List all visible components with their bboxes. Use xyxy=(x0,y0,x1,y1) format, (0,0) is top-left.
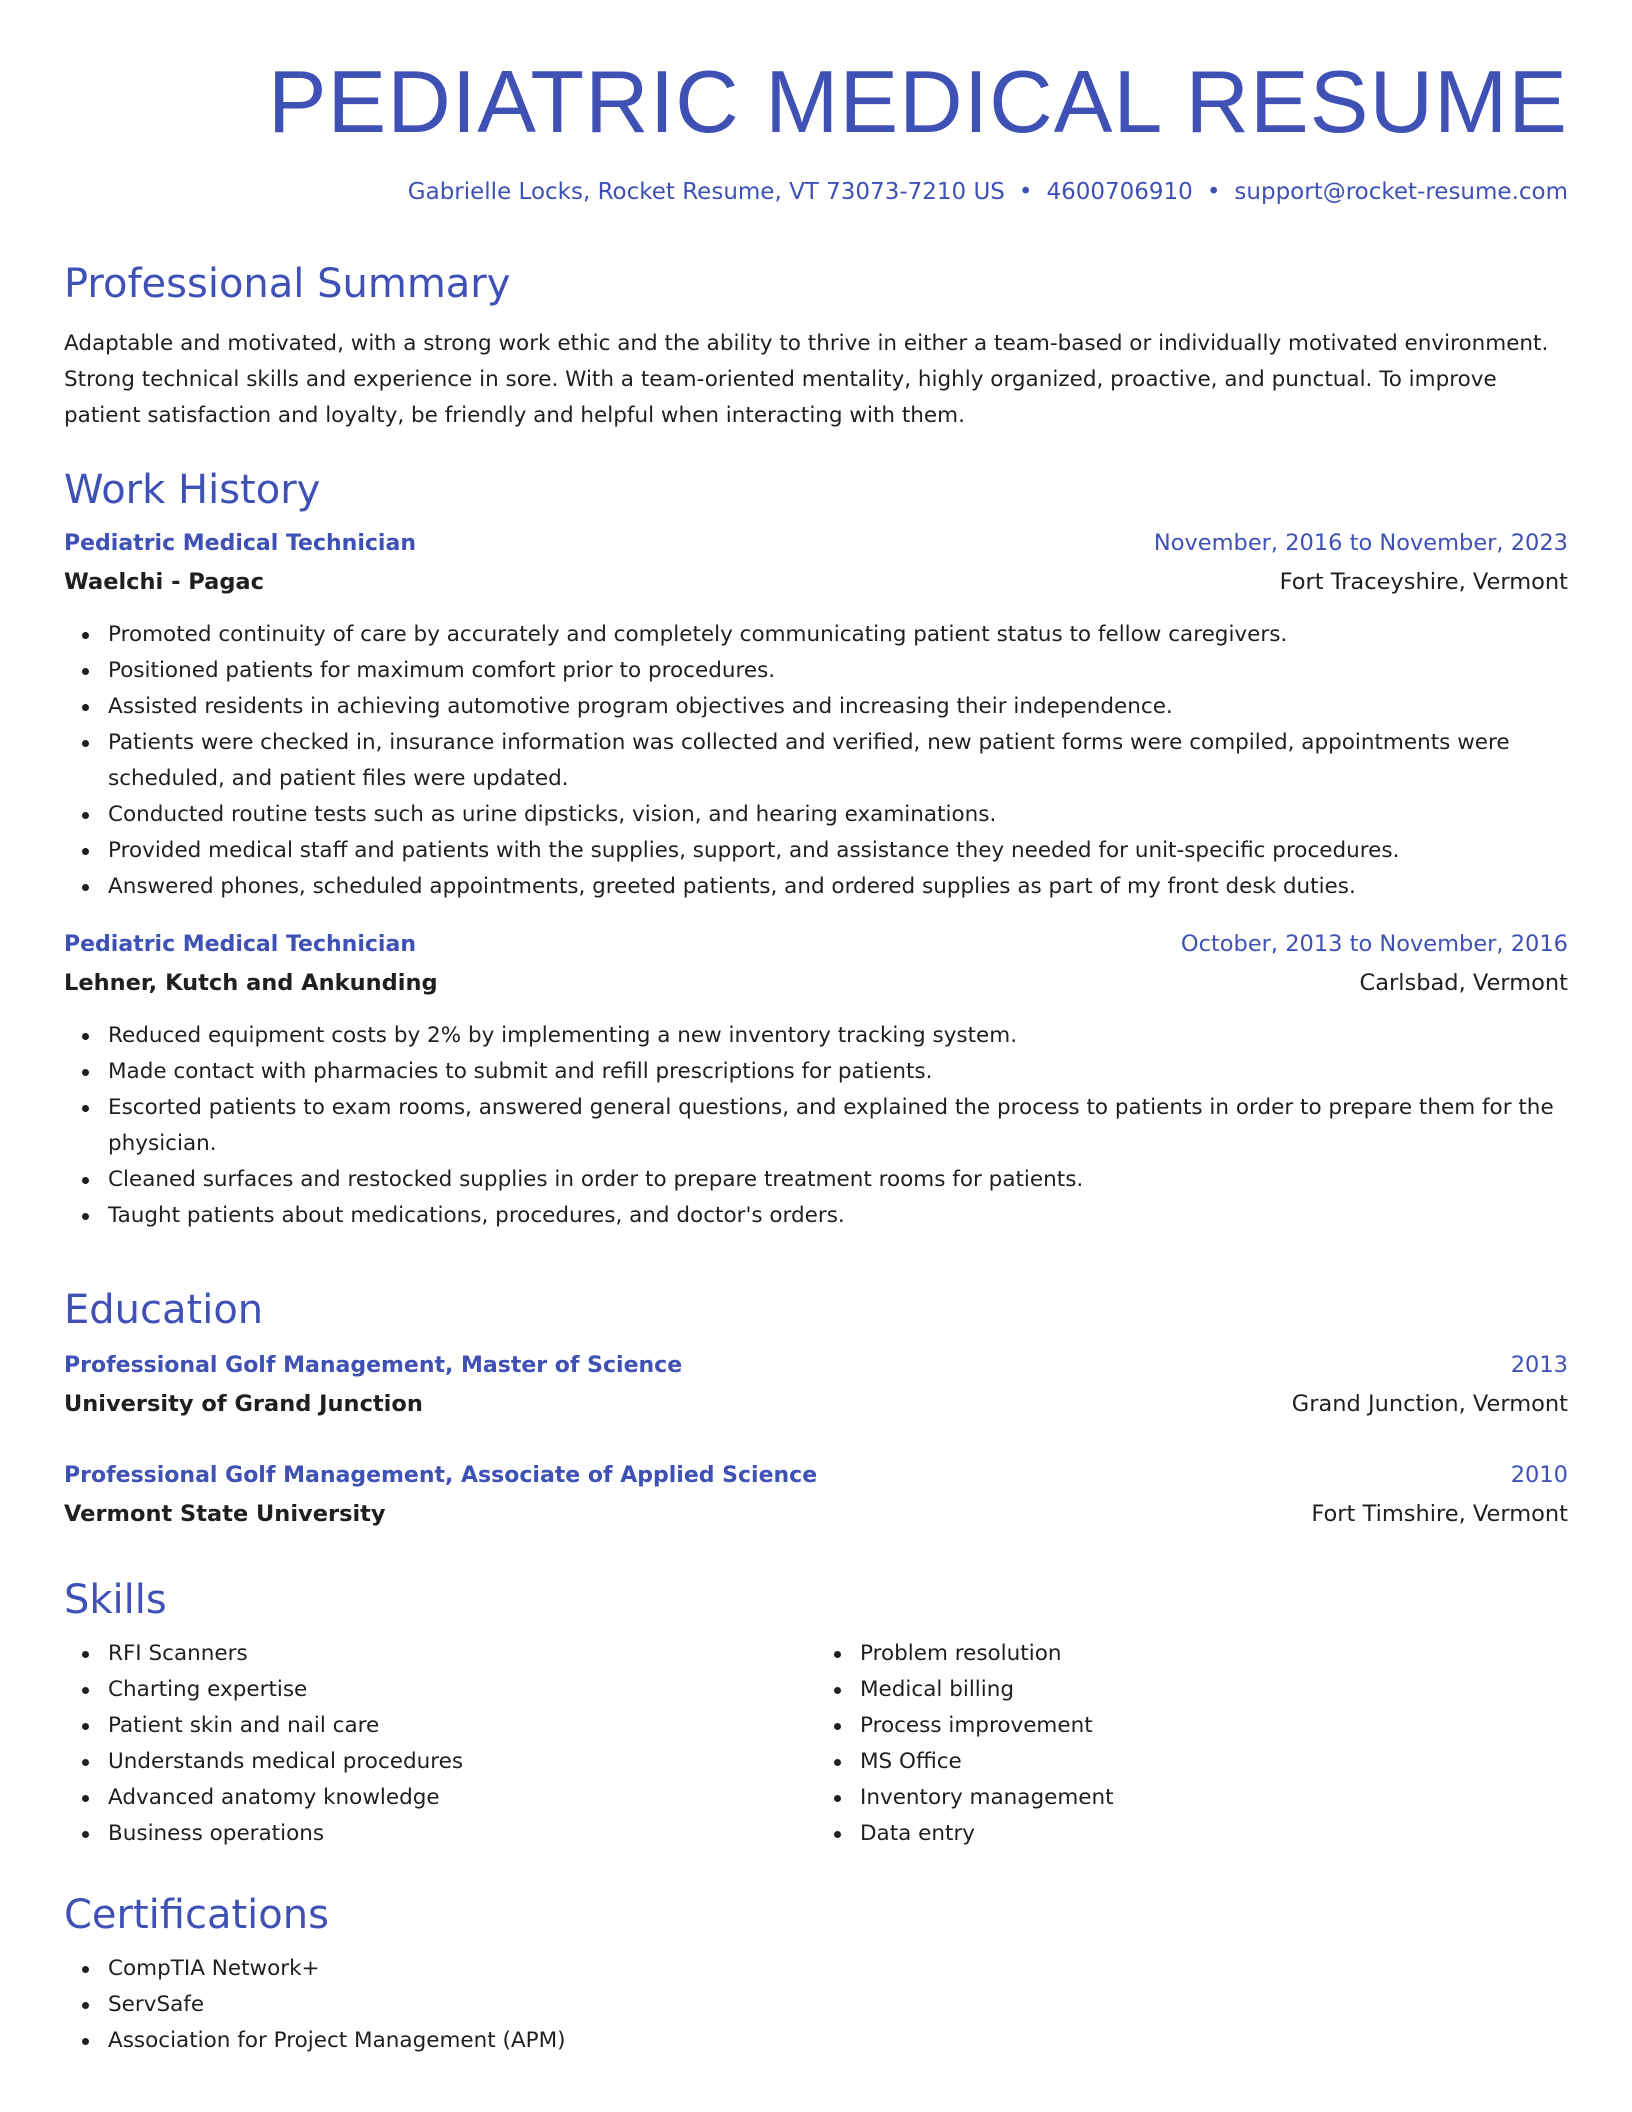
job-location: Fort Traceyshire, Vermont xyxy=(1279,569,1568,595)
skill-item: RFI Scanners xyxy=(108,1636,816,1672)
job-bullet: Cleaned surfaces and restocked supplies in order to prepare treatment rooms for patients. xyxy=(108,1162,1568,1198)
work-section xyxy=(64,466,1568,1234)
education-entry xyxy=(64,1456,1568,1533)
certification-item: CompTIA Network+ xyxy=(108,1951,1568,1987)
education-location: Grand Junction, Vermont xyxy=(1291,1391,1568,1417)
job-header-row xyxy=(64,925,1568,964)
job-bullet: Positioned patients for maximum comfort prior to procedures. xyxy=(108,653,1568,689)
skill-item: Business operations xyxy=(108,1816,816,1852)
job-bullet: Patients were checked in, insurance information was collected and verified, new patient forms were compiled, appointments were scheduled, and patient files were updated. xyxy=(108,725,1568,797)
education-year: 2010 xyxy=(1510,1462,1568,1488)
education-header-row xyxy=(64,1346,1568,1385)
contact-phone: 4600706910 xyxy=(1046,179,1193,205)
skill-item: Problem resolution xyxy=(860,1636,1568,1672)
skills-heading: Skills xyxy=(64,1577,167,1623)
skills-columns xyxy=(64,1636,1568,1852)
skill-item: Inventory management xyxy=(860,1780,1568,1816)
resume-title: PEDIATRIC MEDICAL RESUME xyxy=(267,52,1568,151)
skill-item: MS Office xyxy=(860,1744,1568,1780)
skills-section xyxy=(64,1576,1568,1852)
job-bullet: Assisted residents in achieving automotive program objectives and increasing their independence. xyxy=(108,689,1568,725)
job-bullet: Made contact with pharmacies to submit and refill prescriptions for patients. xyxy=(108,1054,1568,1090)
education-school: Vermont State University xyxy=(64,1501,386,1527)
skill-item: Advanced anatomy knowledge xyxy=(108,1780,816,1816)
education-section xyxy=(64,1286,1568,1533)
contact-separator: • xyxy=(1018,179,1033,205)
certification-item: ServSafe xyxy=(108,1987,1568,2023)
contact-line xyxy=(408,177,1568,207)
education-heading: Education xyxy=(64,1287,264,1333)
job-company: Waelchi - Pagac xyxy=(64,569,264,595)
job-bullet: Escorted patients to exam rooms, answered general questions, and explained the process to patients in order to prepare them for the physician. xyxy=(108,1090,1568,1162)
job-bullets xyxy=(64,1018,1568,1234)
skill-item: Medical billing xyxy=(860,1672,1568,1708)
job-bullet: Answered phones, scheduled appointments, greeted patients, and ordered supplies as part of my front desk duties. xyxy=(108,869,1568,905)
resume-header xyxy=(64,52,1568,152)
education-degree: Professional Golf Management, Master of Science xyxy=(64,1353,683,1378)
job-entry xyxy=(64,925,1568,1234)
job-entry xyxy=(64,524,1568,905)
work-heading: Work History xyxy=(64,467,321,513)
job-title: Pediatric Medical Technician xyxy=(64,932,416,957)
skill-item: Patient skin and nail care xyxy=(108,1708,816,1744)
education-header-row xyxy=(64,1456,1568,1495)
job-bullet: Reduced equipment costs by 2% by implementing a new inventory tracking system. xyxy=(108,1018,1568,1054)
job-bullets xyxy=(64,617,1568,905)
job-org-row xyxy=(64,563,1568,601)
certification-item: Association for Project Management (APM) xyxy=(108,2023,1568,2059)
contact-address: Gabrielle Locks, Rocket Resume, VT 73073-7210 US xyxy=(407,179,1005,205)
education-school-row xyxy=(64,1495,1568,1533)
skill-item: Understands medical procedures xyxy=(108,1744,816,1780)
education-school-row xyxy=(64,1385,1568,1423)
education-year: 2013 xyxy=(1510,1352,1568,1378)
job-bullet: Promoted continuity of care by accurately and completely communicating patient status to fellow caregivers. xyxy=(108,617,1568,653)
job-title: Pediatric Medical Technician xyxy=(64,531,416,556)
summary-heading: Professional Summary xyxy=(64,261,511,307)
summary-section xyxy=(64,260,1568,434)
job-location: Carlsbad, Vermont xyxy=(1359,970,1568,996)
skill-item: Data entry xyxy=(860,1816,1568,1852)
certifications-section xyxy=(64,1891,1568,2059)
skills-list-left xyxy=(64,1636,816,1852)
job-bullet: Taught patients about medications, procedures, and doctor's orders. xyxy=(108,1198,1568,1234)
education-school: University of Grand Junction xyxy=(64,1391,423,1417)
skill-item: Charting expertise xyxy=(108,1672,816,1708)
job-bullet: Provided medical staff and patients with the supplies, support, and assistance they needed for unit-specific procedures. xyxy=(108,833,1568,869)
job-bullet: Conducted routine tests such as urine dipsticks, vision, and hearing examinations. xyxy=(108,797,1568,833)
skills-list-right xyxy=(816,1636,1568,1852)
certifications-heading: Certifications xyxy=(64,1892,329,1938)
job-company: Lehner, Kutch and Ankunding xyxy=(64,970,438,996)
education-location: Fort Timshire, Vermont xyxy=(1311,1501,1568,1527)
contact-email: support@rocket-resume.com xyxy=(1234,179,1568,205)
summary-text: Adaptable and motivated, with a strong work ethic and the ability to thrive in either a team-based or individually motivated environment. Strong technical skills and experience in sore. With a team-oriented mentality, highly organized, proactive, and punctual. To improve patient satisfaction and loyalty, be friendly and helpful when interacting with them. xyxy=(64,331,1549,428)
job-org-row xyxy=(64,964,1568,1002)
job-header-row xyxy=(64,524,1568,563)
certifications-list xyxy=(64,1951,1568,2059)
education-entry xyxy=(64,1346,1568,1423)
skill-item: Process improvement xyxy=(860,1708,1568,1744)
job-dates: November, 2016 to November, 2023 xyxy=(1153,530,1568,556)
contact-separator: • xyxy=(1206,179,1221,205)
job-dates: October, 2013 to November, 2016 xyxy=(1180,931,1568,957)
education-degree: Professional Golf Management, Associate of Applied Science xyxy=(64,1463,818,1488)
